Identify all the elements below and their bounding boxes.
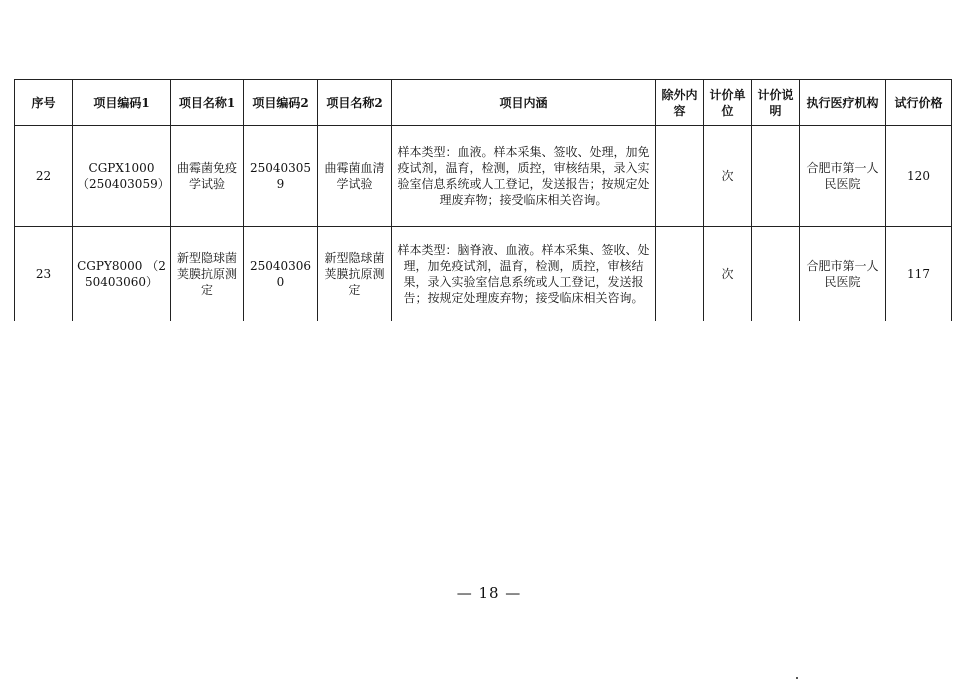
page-number: — 18 — — [456, 584, 522, 602]
header-name1: 项目名称1 — [171, 80, 244, 126]
cell-institution: 合肥市第一人民医院 — [800, 126, 886, 227]
cell-name1: 新型隐球菌荚膜抗原测定 — [171, 227, 244, 322]
cell-name1: 曲霉菌免疫学试验 — [171, 126, 244, 227]
header-note: 计价说明 — [752, 80, 800, 126]
cell-code2: 250403060 — [244, 227, 318, 322]
cell-excluded — [656, 126, 704, 227]
cell-content: 样本类型：血液。样本采集、签收、处理，加免疫试剂，温育，检测，质控，审核结果，录入实验室信息系统或人工登记，发送报告；按规定处理废弃物；接受临床相关咨询。 — [392, 126, 656, 227]
cell-unit: 次 — [704, 126, 752, 227]
header-code2: 项目编码2 — [244, 80, 318, 126]
header-price: 试行价格 — [886, 80, 952, 126]
cell-code1: CGPX1000 （250403059） — [73, 126, 171, 227]
header-content: 项目内涵 — [392, 80, 656, 126]
cell-price: 120 — [886, 126, 952, 227]
table-row — [15, 126, 952, 227]
header-name2: 项目名称2 — [318, 80, 392, 126]
cell-note — [752, 126, 800, 227]
cell-content: 样本类型：脑脊液、血液。样本采集、签收、处理，加免疫试剂，温育，检测，质控，审核结果，录入实验室信息系统或人工登记，发送报告；按规定处理废弃物；接受临床相关咨询。 — [392, 227, 656, 322]
pricing-table — [14, 79, 952, 321]
header-seq: 序号 — [15, 80, 73, 126]
cell-unit: 次 — [704, 227, 752, 322]
scan-speck — [796, 677, 798, 679]
cell-excluded — [656, 227, 704, 322]
cell-price: 117 — [886, 227, 952, 322]
cell-seq: 23 — [15, 227, 73, 322]
cell-note — [752, 227, 800, 322]
cell-seq: 22 — [15, 126, 73, 227]
header-institution: 执行医疗机构 — [800, 80, 886, 126]
cell-institution: 合肥市第一人民医院 — [800, 227, 886, 322]
header-excluded: 除外内容 — [656, 80, 704, 126]
header-code1: 项目编码1 — [73, 80, 171, 126]
header-unit: 计价单位 — [704, 80, 752, 126]
cell-name2: 新型隐球菌荚膜抗原测定 — [318, 227, 392, 322]
cell-code1: CGPY8000 （250403060） — [73, 227, 171, 322]
cell-code2: 250403059 — [244, 126, 318, 227]
table-header-row — [15, 80, 952, 126]
cell-name2: 曲霉菌血清学试验 — [318, 126, 392, 227]
table-row — [15, 227, 952, 322]
